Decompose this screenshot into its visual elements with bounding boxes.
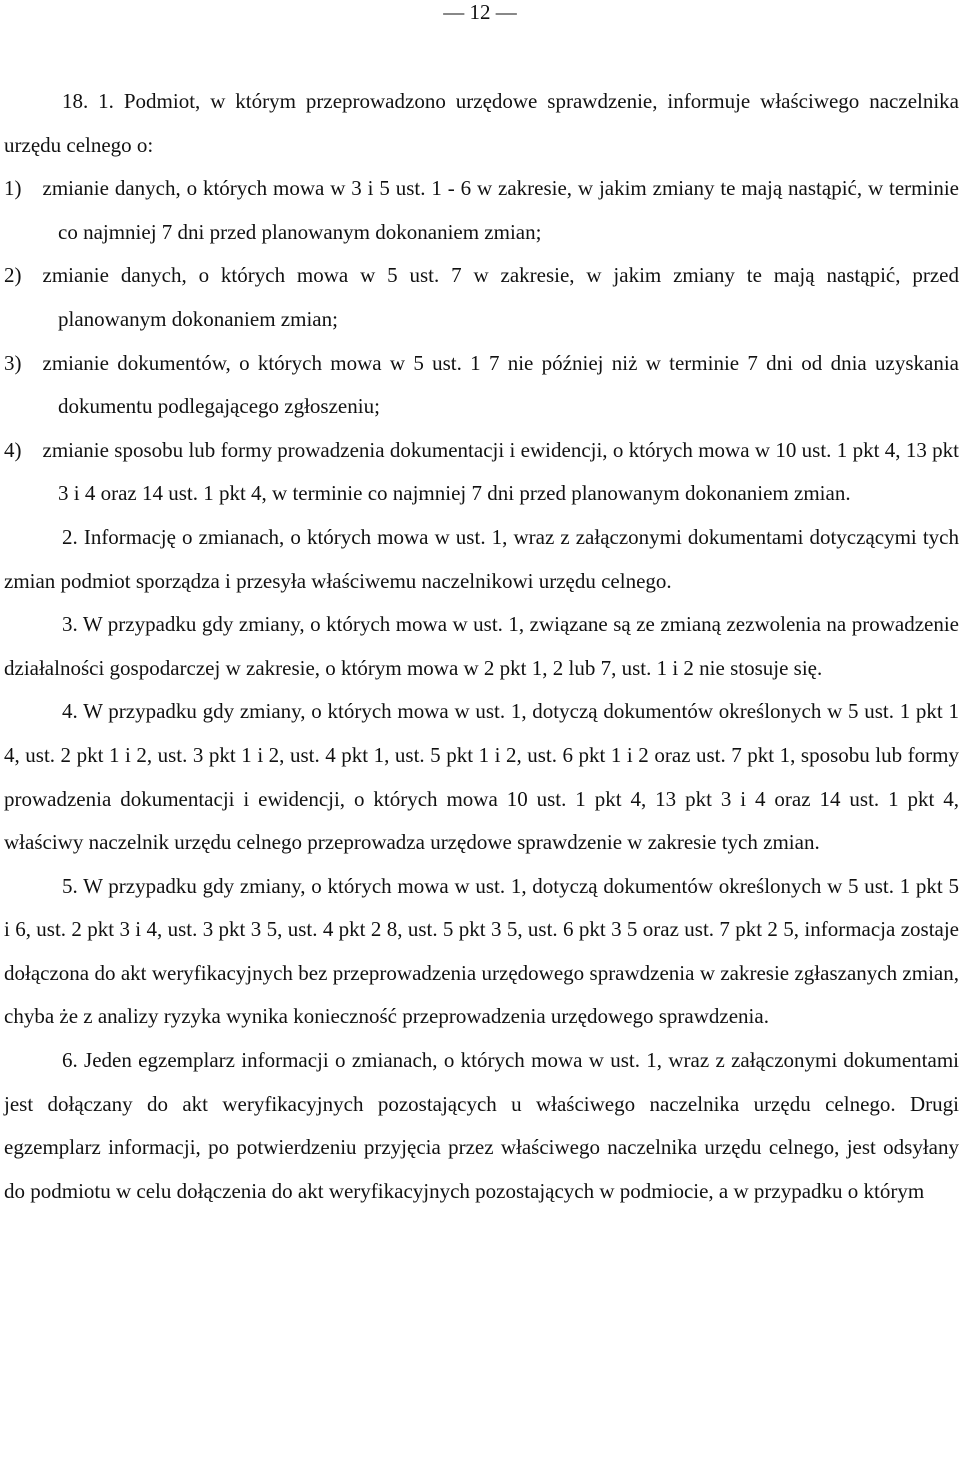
- document-body: [4, 80, 959, 1213]
- page-number: — 12 —: [443, 0, 517, 24]
- list-item-3: 3) zmianie dokumentów, o których mowa w 5 ust. 1 7 nie później niż w terminie 7 dni od dnia uzyskania dokumentu podlegającego zgłoszeniu;: [4, 350, 959, 419]
- paragraph-2: 2. Informację o zmianach, o których mowa w ust. 1, wraz z załączonymi dokumentami dotyczącymi tych zmian podmiot sporządza i przesyła właściwemu naczelnikowi urzędu celnego.: [4, 524, 959, 593]
- list-item-2: 2) zmianie danych, o których mowa w 5 ust. 7 w zakresie, w jakim zmiany te mają nastąpić, przed planowanym dokonaniem zmian;: [4, 263, 959, 331]
- paragraph-4: 4. W przypadku gdy zmiany, o których mowa w ust. 1, dotyczą dokumentów określonych w 5 ust. 1 pkt 1 4, ust. 2 pkt 1 i 2, ust. 3 pkt 1 i 2, ust. 4 pkt 1, ust. 5 pkt 1 i 2, ust. 6 pkt 1 i 2 oraz ust. 7 pkt 1, sposobu lub formy prowadzenia dokumentacji i ewidencji, o których mowa 10 ust. 1 pkt 4, 13 pkt 3 i 4 oraz 14 ust. 1 pkt 4, właściwy naczelnik urzędu celnego przeprowadza urzędowe sprawdzenie w zakresie tych zmian.: [4, 699, 959, 855]
- paragraph-18-1: 18. 1. Podmiot, w którym przeprowadzono urzędowe sprawdzenie, informuje właściwego naczelnika urzędu celnego o:: [4, 89, 959, 157]
- list-item-1: 1) zmianie danych, o których mowa w 3 i 5 ust. 1 - 6 w zakresie, w jakim zmiany te mają nastąpić, w terminie co najmniej 7 dni przed planowanym dokonaniem zmian;: [4, 176, 959, 244]
- paragraph-3: 3. W przypadku gdy zmiany, o których mowa w ust. 1, związane są ze zmianą zezwolenia na prowadzenie działalności gospodarczej w zakresie, o którym mowa w 2 pkt 1, 2 lub 7, ust. 1 i 2 nie stosuje się.: [4, 612, 959, 680]
- paragraph-5: 5. W przypadku gdy zmiany, o których mowa w ust. 1, dotyczą dokumentów określonych w 5 ust. 1 pkt 5 i 6, ust. 2 pkt 3 i 4, ust. 3 pkt 3 5, ust. 4 pkt 2 8, ust. 5 pkt 3 5, ust. 6 pkt 3 5 oraz ust. 7 pkt 2 5, informacja zostaje dołączona do akt weryfikacyjnych bez przeprowadzenia urzędowego sprawdzenia w zakresie zgłaszanych zmian, chyba że z analizy ryzyka wynika konieczność przeprowadzenia urzędowego sprawdzenia.: [4, 873, 959, 1029]
- list-item-4: 4) zmianie sposobu lub formy prowadzenia dokumentacji i ewidencji, o których mowa w 10 ust. 1 pkt 4, 13 pkt 3 i 4 oraz 14 ust. 1 pkt 4, w terminie co najmniej 7 dni przed planowanym dokonaniem zmian.: [4, 437, 959, 506]
- paragraph-6: 6. Jeden egzemplarz informacji o zmianach, o których mowa w ust. 1, wraz z załączonymi dokumentami jest dołączany do akt weryfikacyjnych pozostających u właściwego naczelnika urzędu celnego. Drugi egzemplarz informacji, po potwierdzeniu przyjęcia przez właściwego naczelnika urzędu celnego, jest odsyłany do podmiotu w celu dołączenia do akt weryfikacyjnych pozostających w podmiocie, a w przypadku o którym: [4, 1048, 959, 1203]
